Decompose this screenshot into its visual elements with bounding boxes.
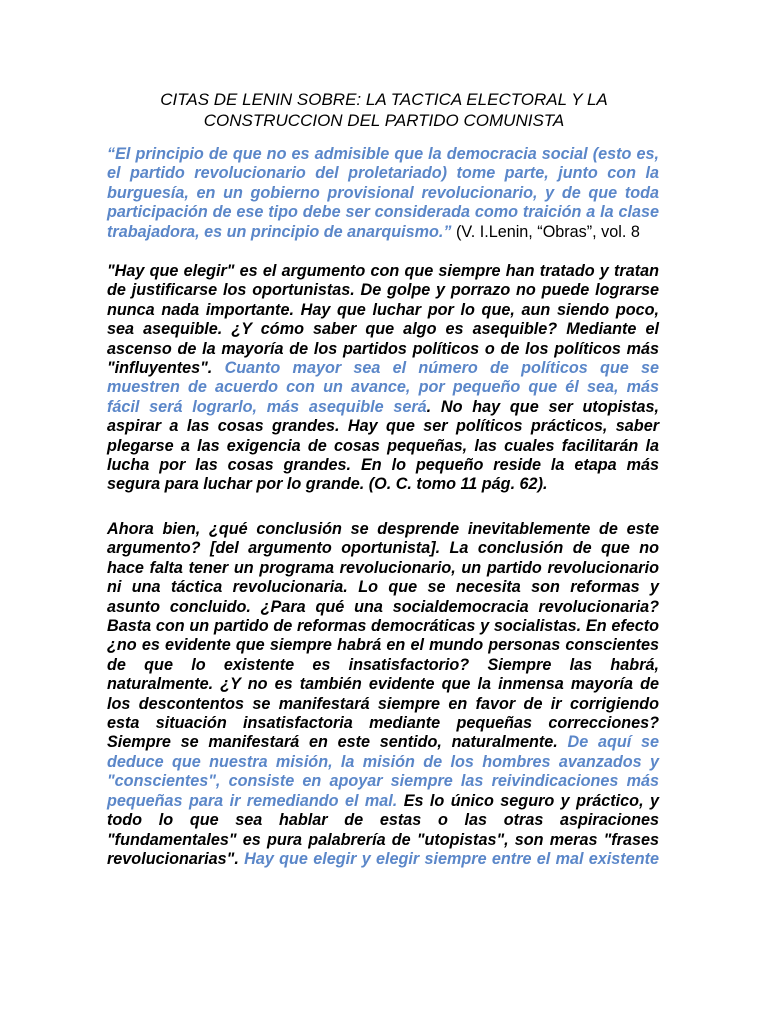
text-line: lucha por las cosas grandes. En lo pequeño reside la etapa más	[107, 456, 659, 475]
quote-paragraph	[107, 145, 659, 242]
quote-line: “El principio de que no es admisible que la democracia social (esto es,	[107, 145, 659, 163]
quote-last-line	[107, 223, 659, 242]
document-title	[0, 89, 768, 131]
text-line: plegarse a las exigencia de cosas pequeñas, las cuales facilitarán la	[107, 436, 659, 455]
title-line-2: CONSTRUCCION DEL PARTIDO COMUNISTA	[203, 111, 565, 130]
text-line: argumento? [del argumento oportunista]. La conclusión de que no	[107, 539, 659, 558]
highlighted-text: De aquí se	[567, 733, 659, 752]
quote-line: participación de ese tipo debe ser considerada como traición a la clase	[107, 203, 659, 222]
text-line: naturalmente. ¿Y no es también evidente que la inmensa mayoría de	[107, 675, 659, 694]
highlighted-line: deduce que nuestra misión, la misión de los hombres avanzados y	[107, 752, 659, 771]
quote-line: el partido revolucionario del proletariado) tome parte, junto con la	[107, 164, 659, 183]
text-line: todo lo que sea hablar de estas o las otras aspiraciones	[107, 811, 659, 830]
text-fragment: . No hay que ser utopistas,	[426, 397, 659, 416]
text-fragment: revolucionarias".	[107, 849, 245, 868]
text-line: Basta con un partido de reformas democráticas y socialistas. En efecto	[107, 617, 659, 636]
text-line: hace falta tener un programa revolucionario, un partido revolucionario	[107, 558, 659, 577]
highlighted-text: Hay que elegir y elegir siempre entre el mal existente	[244, 849, 659, 868]
text-line: de justificarse los oportunistas. De golpe y porrazo no puede lograrse	[107, 281, 659, 300]
text-line: ascenso de la mayoría de los partidos políticos o de los políticos más	[107, 339, 659, 358]
highlighted-line: muestren de acuerdo con un avance, por pequeño que él sea, más	[107, 378, 659, 397]
text-line: los descontentos se manifestará siempre en favor de ir corrigiendo	[107, 694, 659, 713]
text-line: Ahora bien, ¿qué conclusión se desprende inevitablemente de este	[107, 520, 659, 538]
highlighted-text: fácil será lograrlo, más asequible será	[107, 397, 427, 416]
title-line-1: CITAS DE LENIN SOBRE: LA TACTICA ELECTORAL Y LA	[160, 90, 608, 109]
text-line	[107, 733, 659, 752]
text-fragment: "influyentes".	[107, 359, 225, 378]
text-line: ¿no es evidente que siempre habrá en el mundo personas conscientes	[107, 636, 659, 655]
text-line: segura para luchar por lo grande. (O. C. tomo 11 pág. 62).	[107, 475, 548, 494]
text-line	[107, 398, 659, 417]
text-line: ni una táctica revolucionaria. Lo que se necesita son reformas y	[107, 578, 659, 597]
citation: (V. I.Lenin, “Obras”, vol. 8	[451, 222, 640, 241]
highlighted-line: "conscientes", consiste en apoyar siempre las reivindicaciones más	[107, 772, 659, 791]
body-paragraph-2	[107, 262, 659, 495]
text-line: asunto concluido. ¿Para qué una socialdemocracia revolucionaria?	[107, 597, 659, 616]
highlighted-text: pequeñas para ir remediando el mal.	[107, 791, 398, 810]
text-line: nunca nada importante. Hay que luchar por lo que, aun siendo poco,	[107, 300, 659, 319]
text-line: "Hay que elegir" es el argumento con que siempre han tratado y tratan	[107, 262, 659, 280]
text-line: "fundamentales" es pura palabrería de "utopistas", son meras "frases	[107, 830, 659, 849]
quote-text: trabajadora, es un principio de anarquismo.”	[107, 222, 452, 241]
quote-line: burguesía, en un gobierno provisional revolucionario, y de que toda	[107, 183, 659, 202]
text-line	[107, 359, 659, 378]
highlighted-text: Cuanto mayor sea el número de políticos que se	[224, 359, 659, 378]
body-paragraph-3	[107, 520, 659, 869]
text-line: de que lo existente es insatisfactorio? Siempre las habrá,	[107, 655, 659, 674]
text-fragment: Es lo único seguro y práctico, y	[397, 791, 659, 810]
text-line	[107, 792, 659, 811]
text-fragment: Siempre se manifestará en este sentido, naturalmente.	[107, 733, 568, 752]
text-line: aspirar a las cosas grandes. Hay que ser políticos prácticos, saber	[107, 417, 659, 436]
text-line: esta situación insatisfactoria mediante pequeñas correcciones?	[107, 714, 659, 733]
text-line	[107, 850, 659, 869]
text-line: sea asequible. ¿Y cómo saber que algo es asequible? Mediante el	[107, 320, 659, 339]
